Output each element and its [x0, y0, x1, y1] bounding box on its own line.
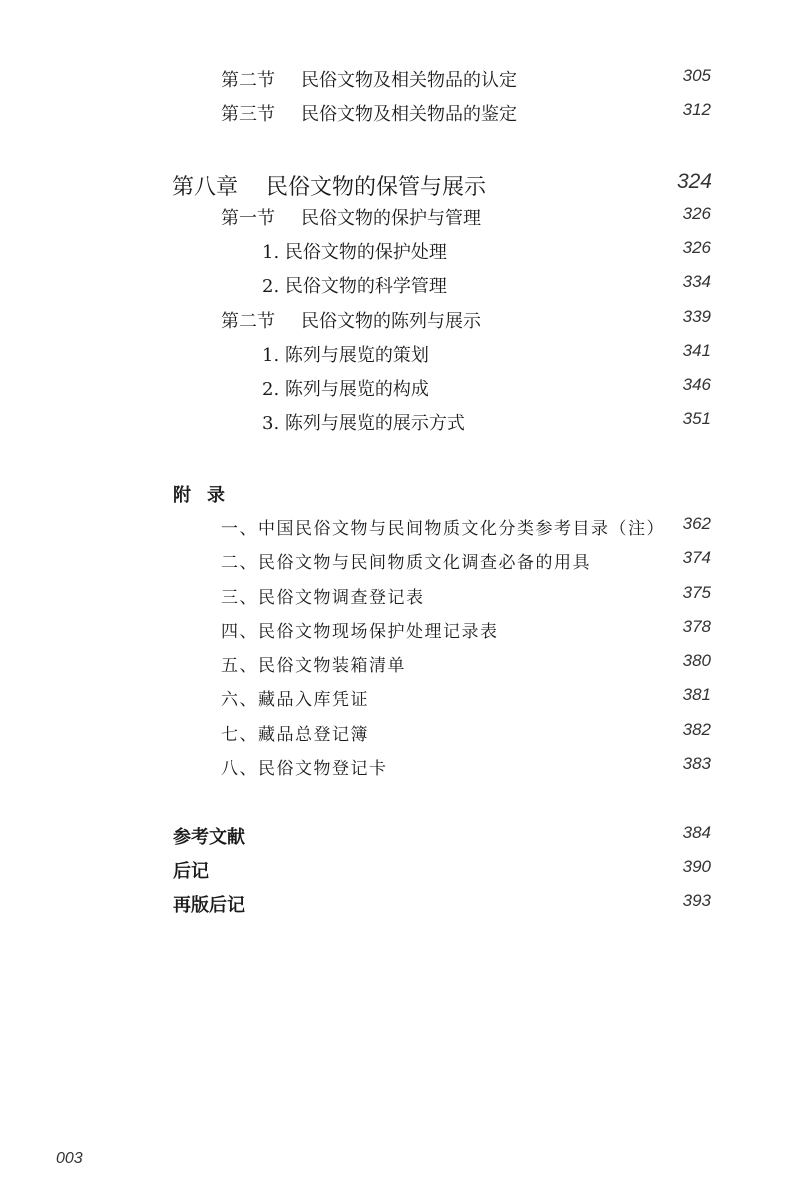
toc-entry-back-matter[interactable]	[0, 891, 790, 921]
appendix-item-label: 六、藏品入库凭证	[221, 690, 369, 710]
page-number: 312	[682, 100, 711, 119]
toc-entry-section[interactable]	[0, 66, 790, 96]
appendix-item-label: 七、藏品总登记簿	[221, 725, 369, 745]
appendix-item-label: 八、民俗文物登记卡	[221, 759, 388, 779]
back-matter-label: 参考文献	[173, 827, 245, 848]
page-number: 351	[682, 409, 711, 428]
page-number: 375	[682, 583, 711, 602]
back-matter-label: 再版后记	[173, 895, 245, 916]
toc-entry-subsection[interactable]	[0, 409, 790, 439]
subsection-label: 2. 陈列与展览的构成	[262, 379, 429, 400]
page-number: 381	[682, 685, 711, 704]
section-label: 第三节 民俗文物及相关物品的鉴定	[221, 104, 517, 125]
page-number: 346	[682, 375, 711, 394]
toc-entry-section[interactable]	[0, 100, 790, 130]
page-number: 305	[682, 66, 711, 85]
page-number: 393	[682, 891, 711, 910]
page-number: 378	[682, 617, 711, 636]
toc-entry-appendix-item[interactable]	[0, 514, 790, 544]
toc-entry-subsection[interactable]	[0, 238, 790, 268]
appendix-item-label: 三、民俗文物调查登记表	[221, 588, 425, 608]
back-matter-label: 后记	[173, 861, 209, 882]
page-number: 380	[682, 651, 711, 670]
section-label: 第二节 民俗文物及相关物品的认定	[221, 70, 517, 91]
toc-entry-appendix-heading[interactable]	[0, 481, 790, 511]
appendix-item-label: 一、中国民俗文物与民间物质文化分类参考目录（注）	[221, 519, 665, 539]
page-number: 339	[682, 307, 711, 326]
toc-entry-appendix-item[interactable]	[0, 754, 790, 784]
subsection-label: 2. 民俗文物的科学管理	[262, 276, 447, 297]
section-label: 第一节 民俗文物的保护与管理	[221, 208, 481, 229]
section-label: 第二节 民俗文物的陈列与展示	[221, 311, 481, 332]
page-number: 326	[682, 238, 711, 257]
toc-entry-appendix-item[interactable]	[0, 720, 790, 750]
page-number: 390	[682, 857, 711, 876]
toc-entry-back-matter[interactable]	[0, 823, 790, 853]
page-number: 334	[682, 272, 711, 291]
footer-page-number: 003	[56, 1150, 83, 1167]
toc-entry-appendix-item[interactable]	[0, 685, 790, 715]
toc-entry-appendix-item[interactable]	[0, 583, 790, 613]
subsection-label: 3. 陈列与展览的展示方式	[262, 413, 465, 434]
toc-entry-chapter[interactable]	[0, 170, 790, 200]
page-number: 341	[682, 341, 711, 360]
toc-entry-appendix-item[interactable]	[0, 617, 790, 647]
page-number: 382	[682, 720, 711, 739]
toc-entry-subsection[interactable]	[0, 341, 790, 371]
toc-entry-subsection[interactable]	[0, 272, 790, 302]
subsection-label: 1. 民俗文物的保护处理	[262, 242, 447, 263]
appendix-heading: 附录	[173, 485, 241, 506]
appendix-item-label: 四、民俗文物现场保护处理记录表	[221, 622, 499, 642]
chapter-label: 第八章 民俗文物的保管与展示	[172, 175, 487, 200]
page-number: 384	[682, 823, 711, 842]
page-number: 374	[682, 548, 711, 567]
toc-entry-section[interactable]	[0, 204, 790, 234]
appendix-item-label: 五、民俗文物装箱清单	[221, 656, 406, 676]
toc-entry-appendix-item[interactable]	[0, 548, 790, 578]
page-number: 362	[682, 514, 711, 533]
toc-entry-back-matter[interactable]	[0, 857, 790, 887]
toc-entry-subsection[interactable]	[0, 375, 790, 405]
page-number: 326	[682, 204, 711, 223]
appendix-item-label: 二、民俗文物与民间物质文化调查必备的用具	[221, 553, 591, 573]
toc-entry-appendix-item[interactable]	[0, 651, 790, 681]
page-number: 324	[676, 170, 712, 193]
page-number: 383	[682, 754, 711, 773]
subsection-label: 1. 陈列与展览的策划	[262, 345, 429, 366]
toc-entry-section[interactable]	[0, 307, 790, 337]
